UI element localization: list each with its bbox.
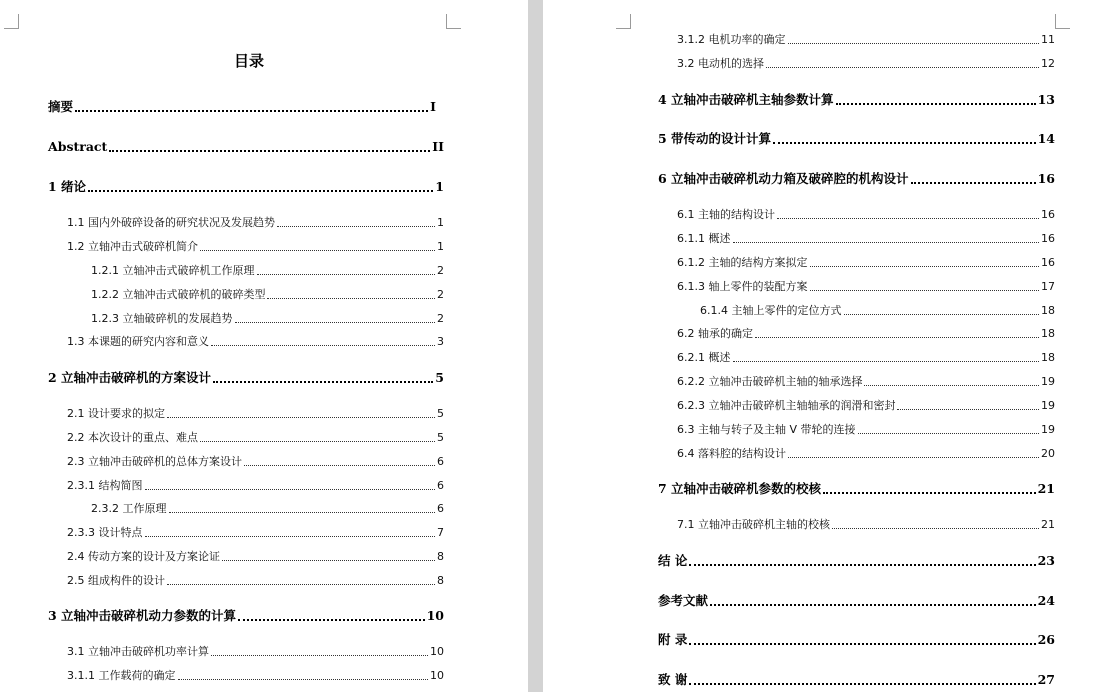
- toc-entry[interactable]: [658, 171, 1055, 187]
- toc-entry[interactable]: [67, 644, 444, 660]
- toc-entry[interactable]: [67, 454, 444, 470]
- toc-entry-page: 13: [1037, 92, 1055, 107]
- dot-leader: [178, 679, 429, 680]
- left-page: [0, 0, 528, 692]
- dot-leader: [213, 381, 433, 383]
- toc-entry[interactable]: [658, 632, 1055, 648]
- page-gap: [528, 0, 543, 692]
- toc-entry-text: 1.2 立轴冲击式破碎机简介: [67, 240, 198, 253]
- toc-entry-page: 2: [437, 264, 444, 277]
- dot-leader: [257, 274, 436, 275]
- toc-entry[interactable]: [677, 446, 1055, 462]
- dot-leader: [836, 103, 1036, 105]
- dot-leader: [200, 250, 435, 251]
- toc-entry-text: 6.3 主轴与转子及主轴 V 带轮的连接: [677, 423, 856, 436]
- dot-leader: [167, 584, 435, 585]
- toc-entry-page: 19: [1041, 399, 1055, 412]
- dot-leader: [810, 266, 1040, 267]
- toc-entry-text: 致 谢: [658, 672, 688, 687]
- crop-mark-top-right: [446, 14, 461, 29]
- dot-leader: [222, 560, 435, 561]
- toc-entry-page: 24: [1037, 593, 1055, 608]
- toc-entry-text: 1.2.1 立轴冲击式破碎机工作原理: [91, 264, 255, 277]
- toc-entry-page: 19: [1041, 375, 1055, 388]
- dot-leader: [788, 457, 1039, 458]
- dot-leader: [267, 298, 435, 299]
- toc-entry-text: 2.3.3 设计特点: [67, 526, 143, 539]
- toc-entry[interactable]: [677, 422, 1055, 438]
- toc-entry-page: 18: [1041, 351, 1055, 364]
- toc-entry[interactable]: [67, 215, 444, 231]
- dot-leader: [844, 314, 1040, 315]
- toc-entry-text: 1.2.2 立轴冲击式破碎机的破碎类型: [91, 288, 266, 301]
- toc-entry-text: 6.1.2 主轴的结构方案拟定: [677, 256, 808, 269]
- toc-entry-text: 6.2 轴承的确定: [677, 327, 753, 340]
- toc-entry-text: 6.2.2 立轴冲击破碎机主轴的轴承选择: [677, 375, 863, 388]
- toc-entry-text: 6.1 主轴的结构设计: [677, 208, 775, 221]
- toc-entry-page: 21: [1037, 481, 1055, 496]
- toc-entry-text: 2.1 设计要求的拟定: [67, 407, 165, 420]
- toc-entry-text: 3.1.1 工作载荷的确定: [67, 669, 176, 682]
- toc-entry-page: 12: [1041, 57, 1055, 70]
- toc-entry-page: II: [432, 139, 444, 154]
- toc-entry-text: 3.1.2 电机功率的确定: [677, 33, 786, 46]
- toc-entry-page: 7: [437, 526, 444, 539]
- toc-entry[interactable]: [67, 549, 444, 565]
- toc-entry-text: 2.2 本次设计的重点、难点: [67, 431, 198, 444]
- toc-entry-text: 5 带传动的设计计算: [658, 131, 772, 146]
- toc-entry-text: 7 立轴冲击破碎机参数的校核: [658, 481, 822, 496]
- toc-entry[interactable]: [677, 231, 1055, 247]
- toc-entry-text: 摘要: [48, 99, 74, 114]
- dot-leader: [145, 489, 436, 490]
- dot-leader: [766, 67, 1039, 68]
- toc-entry[interactable]: [677, 517, 1055, 533]
- toc-entry-text: 参考文献: [658, 593, 709, 608]
- toc-entry-text: 2.3.2 工作原理: [91, 502, 167, 515]
- toc-entry[interactable]: [91, 287, 444, 303]
- toc-entry-text: 4 立轴冲击破碎机主轴参数计算: [658, 92, 834, 107]
- toc-entry[interactable]: [677, 374, 1055, 390]
- toc-entry-page: 16: [1041, 232, 1055, 245]
- toc-entry-text: 3 立轴冲击破碎机动力参数的计算: [48, 608, 237, 623]
- toc-entry[interactable]: [658, 553, 1055, 569]
- dot-leader: [169, 512, 436, 513]
- toc-entry-page: 10: [430, 645, 444, 658]
- toc-entry-page: 10: [430, 669, 444, 682]
- toc-entry-text: 6.4 落料腔的结构设计: [677, 447, 786, 460]
- toc-entry[interactable]: [677, 326, 1055, 342]
- toc-entry-text: 6.1.1 概述: [677, 232, 731, 245]
- right-page: [543, 0, 1096, 692]
- toc-entry-page: 16: [1041, 256, 1055, 269]
- dot-leader: [710, 604, 1036, 606]
- dot-leader: [75, 110, 428, 112]
- toc-entry-text: 结 论: [658, 553, 688, 568]
- toc-entry-page: 1: [435, 179, 444, 194]
- toc-entry-page: 8: [437, 574, 444, 587]
- crop-mark-top-left: [4, 14, 19, 29]
- toc-entry[interactable]: [677, 32, 1055, 48]
- toc-entry[interactable]: [700, 303, 1055, 319]
- dot-leader: [858, 433, 1039, 434]
- toc-entry-text: 3.1 立轴冲击破碎机功率计算: [67, 645, 209, 658]
- dot-leader: [689, 683, 1035, 685]
- toc-entry[interactable]: [67, 334, 444, 350]
- dot-leader: [145, 536, 436, 537]
- dot-leader: [235, 322, 436, 323]
- toc-entry-text: 2 立轴冲击破碎机的方案设计: [48, 370, 212, 385]
- dot-leader: [88, 190, 433, 192]
- toc-entry[interactable]: [677, 56, 1055, 72]
- toc-entry-text: 2.3.1 结构简图: [67, 479, 143, 492]
- dot-leader: [911, 182, 1036, 184]
- dot-leader: [689, 564, 1035, 566]
- toc-entry-page: 21: [1041, 518, 1055, 531]
- toc-entry-page: 23: [1037, 553, 1055, 568]
- toc-title: 目录: [233, 52, 264, 70]
- toc-entry-page: 10: [426, 608, 444, 623]
- toc-entry-text: 6.2.1 概述: [677, 351, 731, 364]
- toc-entry-text: 2.4 传动方案的设计及方案论证: [67, 550, 220, 563]
- toc-entry-page: 16: [1037, 171, 1055, 186]
- dot-leader: [897, 409, 1039, 410]
- dot-leader: [211, 345, 435, 346]
- toc-entry-page: 17: [1041, 280, 1055, 293]
- toc-entry-text: 7.1 立轴冲击破碎机主轴的校核: [677, 518, 830, 531]
- crop-mark-top-right: [1055, 14, 1070, 29]
- toc-entry-page: 3: [437, 335, 444, 348]
- toc-entry[interactable]: [91, 263, 444, 279]
- toc-entry[interactable]: [67, 239, 444, 255]
- dot-leader: [109, 150, 430, 152]
- toc-entry-page: 1: [437, 216, 444, 229]
- toc-entry-text: 6.1.3 轴上零件的装配方案: [677, 280, 808, 293]
- toc-entry-page: 6: [437, 502, 444, 515]
- dot-leader: [810, 290, 1040, 291]
- toc-entry-text: 3.2 电动机的选择: [677, 57, 764, 70]
- toc-entry[interactable]: [677, 398, 1055, 414]
- toc-entry-text: 2.3 立轴冲击破碎机的总体方案设计: [67, 455, 242, 468]
- toc-entry-page: 18: [1041, 327, 1055, 340]
- dot-leader: [211, 655, 428, 656]
- toc-entry[interactable]: [658, 481, 1055, 497]
- toc-entry-text: 1.3 本课题的研究内容和意义: [67, 335, 209, 348]
- toc-entry[interactable]: [658, 131, 1055, 147]
- dot-leader: [689, 643, 1035, 645]
- toc-entry-page: 1: [437, 240, 444, 253]
- toc-entry[interactable]: [677, 279, 1055, 295]
- toc-entry[interactable]: [48, 608, 444, 624]
- dot-leader: [238, 619, 425, 621]
- dot-leader: [864, 385, 1039, 386]
- toc-entry-page: 2: [437, 288, 444, 301]
- toc-entry-text: Abstract: [48, 139, 108, 154]
- toc-entry[interactable]: [67, 573, 444, 589]
- dot-leader: [733, 242, 1040, 243]
- toc-entry[interactable]: [677, 255, 1055, 271]
- toc-entry[interactable]: [658, 92, 1055, 108]
- toc-entry[interactable]: [67, 406, 444, 422]
- toc-entry[interactable]: [91, 501, 444, 517]
- toc-entry[interactable]: [91, 311, 444, 327]
- dot-leader: [832, 528, 1039, 529]
- dot-leader: [244, 465, 435, 466]
- toc-entry-text: 6 立轴冲击破碎机动力箱及破碎腔的机构设计: [658, 171, 909, 186]
- toc-entry[interactable]: [658, 672, 1055, 688]
- toc-entry-page: 27: [1037, 672, 1055, 687]
- dot-leader: [823, 492, 1036, 494]
- toc-entry-text: 1.1 国内外破碎设备的研究状况及发展趋势: [67, 216, 275, 229]
- toc-entry-page: 19: [1041, 423, 1055, 436]
- toc-entry-text: 附 录: [658, 632, 688, 647]
- toc-entry-page: I: [430, 99, 436, 114]
- toc-entry-page: 14: [1037, 131, 1055, 146]
- toc-entry[interactable]: [67, 525, 444, 541]
- toc-entry[interactable]: [67, 478, 444, 494]
- toc-entry[interactable]: [48, 139, 444, 155]
- toc-entry[interactable]: [658, 593, 1055, 609]
- toc-entry-page: 5: [437, 407, 444, 420]
- toc-entry[interactable]: [67, 430, 444, 446]
- toc-entry-page: 16: [1041, 208, 1055, 221]
- toc-entry-page: 20: [1041, 447, 1055, 460]
- toc-entry-text: 6.1.4 主轴上零件的定位方式: [700, 304, 842, 317]
- toc-entry-page: 2: [437, 312, 444, 325]
- dot-leader: [277, 226, 435, 227]
- dot-leader: [200, 441, 435, 442]
- dot-leader: [167, 417, 435, 418]
- dot-leader: [773, 142, 1036, 144]
- dot-leader: [733, 361, 1040, 362]
- toc-entry[interactable]: [48, 99, 436, 115]
- toc-entry[interactable]: [677, 207, 1055, 223]
- dot-leader: [777, 218, 1039, 219]
- toc-entry-text: 1 绪论: [48, 179, 87, 194]
- toc-entry-page: 11: [1041, 33, 1055, 46]
- toc-entry[interactable]: [677, 350, 1055, 366]
- dot-leader: [788, 43, 1040, 44]
- toc-entry-page: 5: [435, 370, 444, 385]
- toc-entry-page: 8: [437, 550, 444, 563]
- toc-entry-page: 6: [437, 455, 444, 468]
- toc-entry-text: 1.2.3 立轴破碎机的发展趋势: [91, 312, 233, 325]
- toc-entry[interactable]: [48, 179, 444, 195]
- toc-entry-page: 26: [1037, 632, 1055, 647]
- toc-entry-text: 6.2.3 立轴冲击破碎机主轴轴承的润滑和密封: [677, 399, 896, 412]
- toc-entry[interactable]: [48, 370, 444, 386]
- toc-entry[interactable]: [67, 668, 444, 684]
- toc-entry-page: 5: [437, 431, 444, 444]
- toc-entry-page: 18: [1041, 304, 1055, 317]
- crop-mark-top-left: [616, 14, 631, 29]
- toc-entry-page: 6: [437, 479, 444, 492]
- dot-leader: [755, 337, 1039, 338]
- toc-entry-text: 2.5 组成构件的设计: [67, 574, 165, 587]
